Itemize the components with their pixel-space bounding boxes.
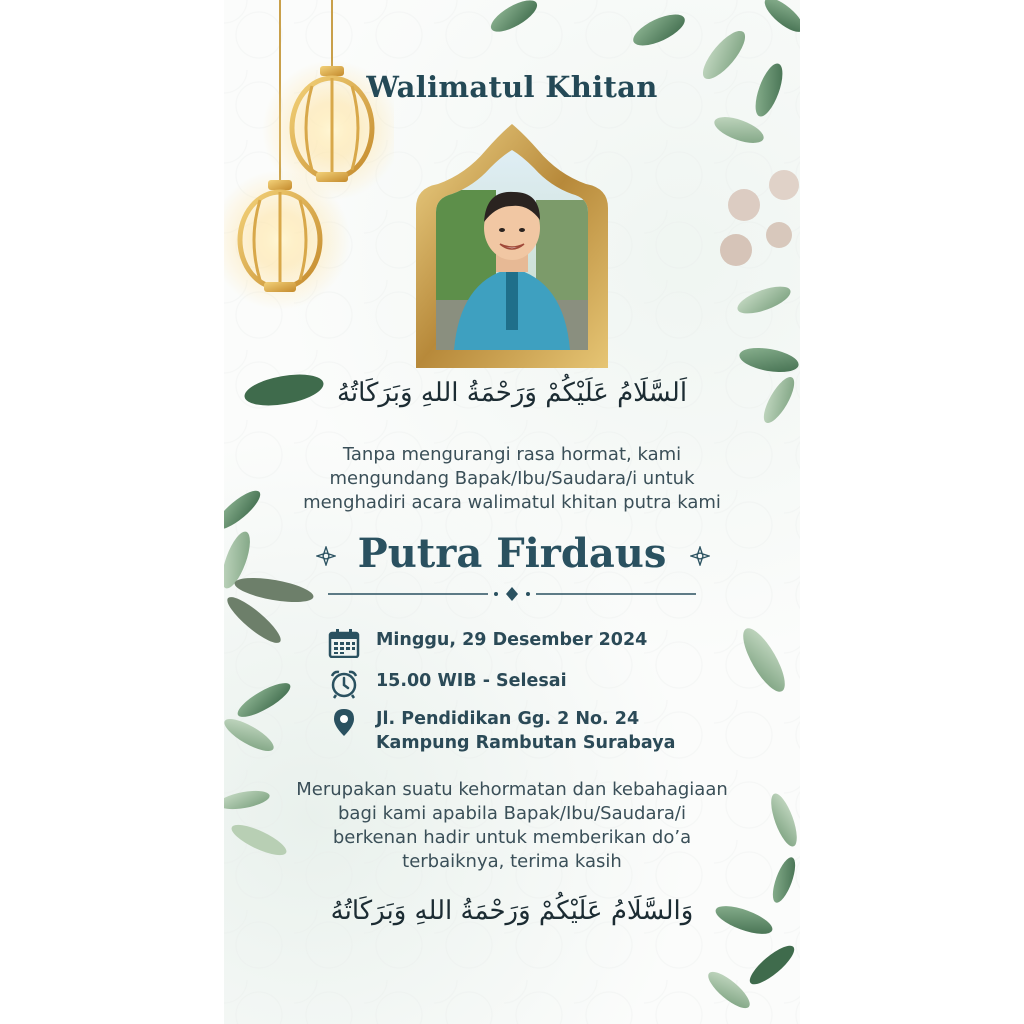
- time-row: [328, 669, 567, 699]
- leaf-icon: [629, 8, 689, 52]
- address-line: Kampung Rambutan Surabaya: [376, 733, 676, 753]
- leaf-icon: [760, 0, 800, 37]
- closing-line: terbaiknya, terima kasih: [402, 851, 622, 872]
- leaf-icon: [736, 623, 793, 697]
- greeting-arabic: اَلسَّلَامُ عَلَيْكُمْ وَرَحْمَةُ اللهِ وَبَرَكَاتُهُ: [336, 378, 688, 408]
- closing-line: berkenan hadir untuk memberikan do’a: [332, 827, 692, 848]
- leaf-icon: [734, 281, 793, 319]
- leaf-icon: [486, 0, 541, 38]
- closing-line: Merupakan suatu kehormatan dan kebahagiaan: [296, 779, 728, 800]
- event-time: 15.00 WIB - Selesai: [376, 671, 567, 691]
- closing-text: [244, 778, 780, 874]
- address-line: Jl. Pendidikan Gg. 2 No. 24: [376, 709, 640, 729]
- date-row: [328, 628, 647, 658]
- intro-line: mengundang Bapak/Ibu/Saudara/i untuk: [329, 468, 695, 489]
- alarm-clock-icon: [328, 669, 360, 699]
- calendar-icon: [328, 628, 360, 658]
- flower-icon: [769, 170, 799, 200]
- invitation-card: [224, 0, 800, 1024]
- closing-line: bagi kami apabila Bapak/Ibu/Saudara/i: [337, 803, 686, 824]
- event-address: [376, 707, 675, 755]
- divider: [328, 586, 696, 602]
- leaf-icon: [224, 713, 278, 757]
- leaf-icon: [703, 966, 754, 1013]
- child-photo: [436, 150, 588, 350]
- event-date: Minggu, 29 Desember 2024: [376, 630, 648, 650]
- flower-icon: [720, 234, 752, 266]
- intro-text: [244, 443, 780, 515]
- intro-line: menghadiri acara walimatul khitan putra kami: [303, 492, 721, 513]
- child-name: Putra Firdaus: [357, 530, 667, 577]
- invitation-title: Walimatul Khitan: [366, 70, 658, 104]
- location-row: [328, 707, 675, 755]
- flower-icon: [728, 189, 760, 221]
- closing-arabic: وَالسَّلَامُ عَلَيْكُمْ وَرَحْمَةُ اللهِ وَبَرَكَاتُهُ: [330, 896, 694, 926]
- leaf-icon: [233, 573, 315, 607]
- leaf-icon: [738, 344, 800, 376]
- flower-icon: [766, 222, 792, 248]
- leaf-icon: [234, 677, 295, 723]
- intro-line: Tanpa mengurangi rasa hormat, kami: [342, 444, 682, 465]
- leaf-icon: [711, 112, 767, 149]
- map-pin-icon: [328, 707, 360, 737]
- leaf-icon: [745, 940, 799, 990]
- lantern-decorations: [224, 0, 394, 310]
